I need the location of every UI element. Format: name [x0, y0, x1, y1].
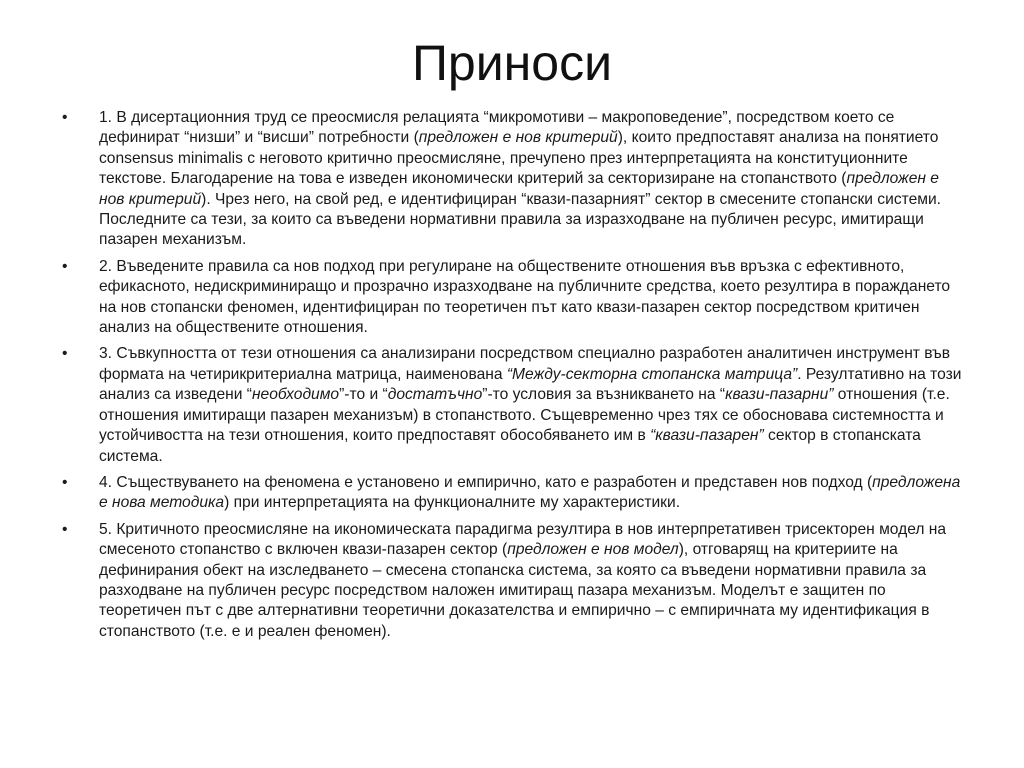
emphasis-text: “Между-секторна стопанска матрица” — [506, 365, 798, 383]
text-segment: 4. Съществуването на феномена е установено и емпирично, като е разработен и представен нов подход ( — [99, 473, 873, 491]
text-segment: . Резултативно на този анализ са изведени “ — [99, 365, 962, 404]
text-segment: ) при интерпретацията на функционалните му характеристики. — [224, 494, 681, 512]
emphasis-text: достатъчно — [387, 386, 483, 404]
text-segment: сектор в стопанската система. — [99, 427, 921, 465]
bullet-item-2 — [62, 257, 962, 339]
emphasis-text: “квази-пазарен” — [650, 427, 764, 445]
text-segment: 5. Критичното преосмисляне на икономическата парадигма резултира в нов интерпретативен трисекторен модел на смесеното стопанство с включен квази-пазарен сектор ( — [99, 520, 947, 559]
bullet-text — [99, 258, 950, 336]
bullet-text — [99, 109, 941, 248]
bullet-item-5 — [62, 520, 962, 642]
text-segment: 2. Въведените правила са нов подход при регулиране на обществените отношения във връзка с ефективното, ефикасното, недискриминиращо и прозрачно изразходване на публичните средства, което резултира в пораждането на нов стопански феномен, идентифициран по теоретичен път като квази-пазарен сектор посредством критичен анализ на обществените отношения. — [99, 257, 951, 337]
bullet-text — [99, 345, 961, 464]
bullet-item-1 — [62, 108, 962, 251]
bullet-dot: • — [62, 257, 68, 275]
text-segment: ). Чрез него, на свой ред, е идентифициран “квази-пазарният” сектор в смесените стопански системи. Последните са тези, за които са въведени нормативни правила за изразходване на публичен ресурс, имитиращи пазарен механизъм. — [99, 190, 942, 249]
bullet-text — [99, 474, 960, 511]
emphasis-text: предложен е нов критерий — [99, 170, 939, 208]
bullet-dot: • — [62, 520, 68, 538]
slide-title: Приноси — [411, 35, 613, 91]
text-segment: отношения (т.е. отношения имитиращи пазарен механизъм) в стопанството. Същевременно чрез тях се обосновава системността и устойчивостта на тези отношения, които предпоставят обособяването им в — [99, 386, 950, 445]
bullet-text — [99, 521, 946, 640]
text-segment: 3. Съвкупността от тези отношения са анализирани посредством специално разработен аналитичен инструмент във формата на четирикритериална матрица, наименована — [99, 345, 951, 383]
emphasis-text: предложен е нов модел — [507, 541, 679, 559]
text-segment: ), отговарящ на критериите на дефинирания обект на изследването – смесена стопанска система, за която са въведени нормативни правила за разходване на публичен ресурс посредством наложен имитиращ пазара механизъм. Моделът е защитен по теоретичен път с две алтернативни теоретични доказателства и емпирично – с емпиричната му идентификация в стопанството (т.е. е и реален феномен). — [99, 541, 930, 640]
bullet-item-4 — [62, 473, 962, 514]
text-segment: 1. В дисертационния труд се преосмисля релацията “микромотиви – макроповедение”, посредством което се дефинират “низши” и “висши” потребности ( — [99, 109, 895, 147]
text-segment: ), които предпоставят анализа на понятието consensus minimalis с неговото критично преосмисляне, пречупено през интерпретацията на конституционните текстове. Благодарение на това е изведен икономически критерий за секторизиране на стопанството ( — [99, 129, 939, 188]
emphasis-text: предложена е нова методика — [99, 473, 961, 512]
bullet-dot: • — [62, 345, 68, 363]
emphasis-text: предложен е нов критерий — [418, 129, 618, 147]
emphasis-text: квази-пазарни” — [725, 386, 834, 404]
bullet-dot: • — [62, 473, 68, 491]
bullet-item-3 — [62, 344, 962, 466]
text-segment: ”-то и “ — [339, 386, 388, 404]
text-segment: ”-то условия за възникването на “ — [482, 386, 726, 404]
emphasis-text: необходимо — [251, 386, 340, 404]
bullet-list — [62, 108, 962, 648]
bullet-dot: • — [62, 109, 68, 126]
